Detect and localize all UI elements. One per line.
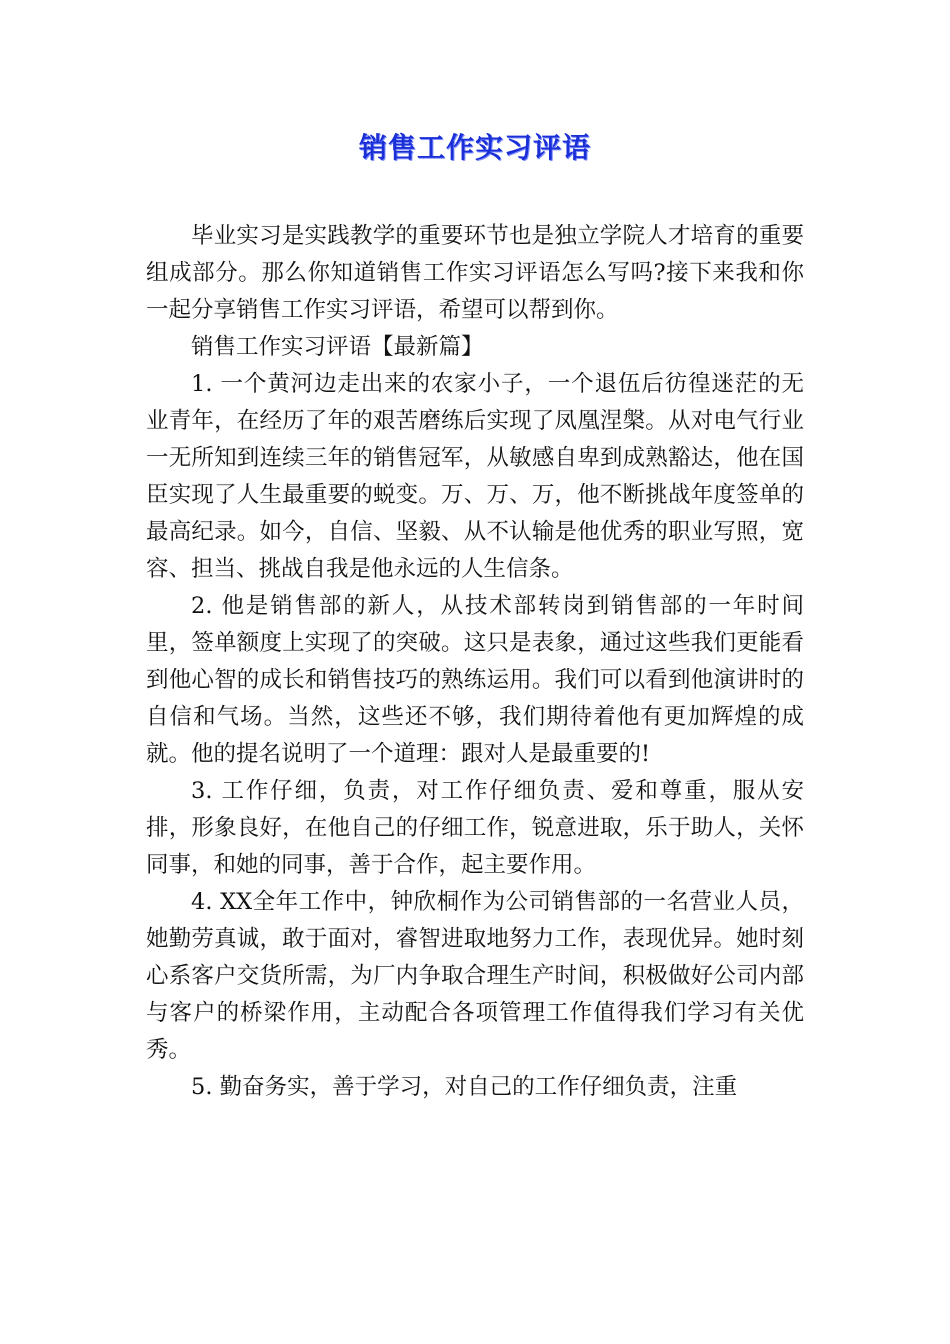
document-title: 销售工作实习评语 [358, 131, 591, 164]
comment-paragraph-4: 4. XX全年工作中，钟欣桐作为公司销售部的一名营业人员，她勤劳真诚，敢于面对，睿智进取地努力工作，表现优异。她时刻心系客户交货所需，为厂内争取合理生产时间，积极做好公司内部与客户的桥梁作用，主动配合各项管理工作值得我们学习有关优秀。 [146, 889, 804, 1063]
comment-paragraph-2: 2. 他是销售部的新人，从技术部转岗到销售部的一年时间里，签单额度上实现了的突破。这只是表象，通过这些我们更能看到他心智的成长和销售技巧的熟练运用。我们可以看到他演讲时的自信和气场。当然，这些还不够，我们期待着他有更加辉煌的成就。他的提名说明了一个道理：跟对人是最重要的! [146, 593, 804, 767]
document-body [146, 218, 804, 1106]
intro-paragraph: 毕业实习是实践教学的重要环节也是独立学院人才培育的重要组成部分。那么你知道销售工作实习评语怎么写吗?接下来我和你一起分享销售工作实习评语，希望可以帮到你。 [146, 223, 804, 323]
section-heading: 销售工作实习评语【最新篇】 [191, 334, 484, 360]
comment-paragraph-1: 1. 一个黄河边走出来的农家小子，一个退伍后彷徨迷茫的无业青年，在经历了年的艰苦磨练后实现了凤凰涅槃。从对电气行业一无所知到连续三年的销售冠军，从敏感自卑到成熟豁达，他在国臣实现了人生最重要的蜕变。万、万、万，他不断挑战年度签单的最高纪录。如今，自信、坚毅、从不认输是他优秀的职业写照，宽容、担当、挑战自我是他永远的人生信条。 [146, 371, 804, 582]
comment-paragraph-5: 5. 勤奋务实，善于学习，对自己的工作仔细负责，注重 [191, 1074, 738, 1100]
comment-paragraph-3: 3. 工作仔细，负责，对工作仔细负责、爱和尊重，服从安排，形象良好，在他自己的仔细工作，锐意进取，乐于助人，关怀同事，和她的同事，善于合作，起主要作用。 [146, 778, 804, 878]
